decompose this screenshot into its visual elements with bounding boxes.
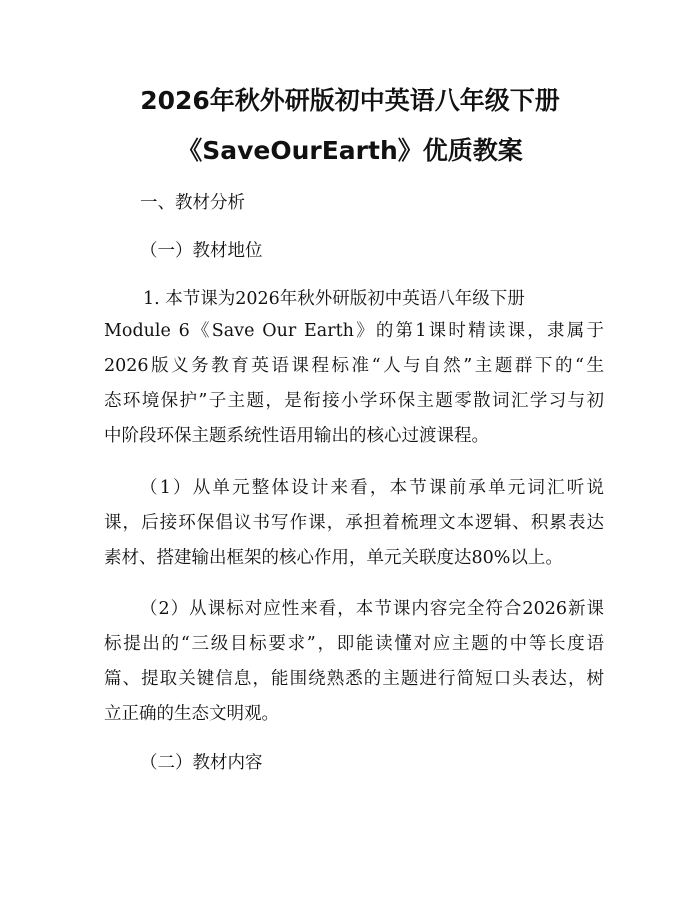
paragraph-line: Module 6《Save Our Earth》的第1课时精读课，隶属于 <box>104 321 604 341</box>
paragraph-line: 态环境保护”子主题，是衔接小学环保主题零散词汇学习与初 <box>104 391 604 411</box>
paragraph-line: 素材、搭建输出框架的核心作用，单元关联度达80%以上。 <box>104 548 563 568</box>
paragraph-line: 立正确的生态文明观。 <box>104 704 279 724</box>
document-title-line-1: 2026年秋外研版初中英语八年级下册 <box>140 86 560 115</box>
paragraph-line: 篇、提取关键信息，能围绕熟悉的主题进行简短口头表达，树 <box>104 669 604 689</box>
paragraph-line: 中阶段环保主题系统性语用输出的核心过渡课程。 <box>104 426 489 446</box>
section-heading-teaching-material-analysis: 一、教材分析 <box>140 193 245 213</box>
subsection-heading-material-position: （一）教材地位 <box>140 241 263 261</box>
paragraph-line: 2026版义务教育英语课程标准“人与自然”主题群下的“生 <box>104 356 604 376</box>
paragraph-line: 标提出的“三级目标要求”，即能读懂对应主题的中等长度语 <box>104 634 604 654</box>
subsection-heading-material-content: （二）教材内容 <box>140 753 263 773</box>
paragraph-line: 课，后接环保倡议书写作课，承担着梳理文本逻辑、积累表达 <box>104 513 604 533</box>
document-title-line-2: 《SaveOurEarth》优质教案 <box>177 136 523 165</box>
paragraph-line: （1）从单元整体设计来看，本节课前承单元词汇听说 <box>140 478 604 498</box>
paragraph-line: （2）从课标对应性来看，本节课内容完全符合2026新课 <box>140 599 604 619</box>
paragraph-line: 1. 本节课为2026年秋外研版初中英语八年级下册 <box>143 289 525 309</box>
